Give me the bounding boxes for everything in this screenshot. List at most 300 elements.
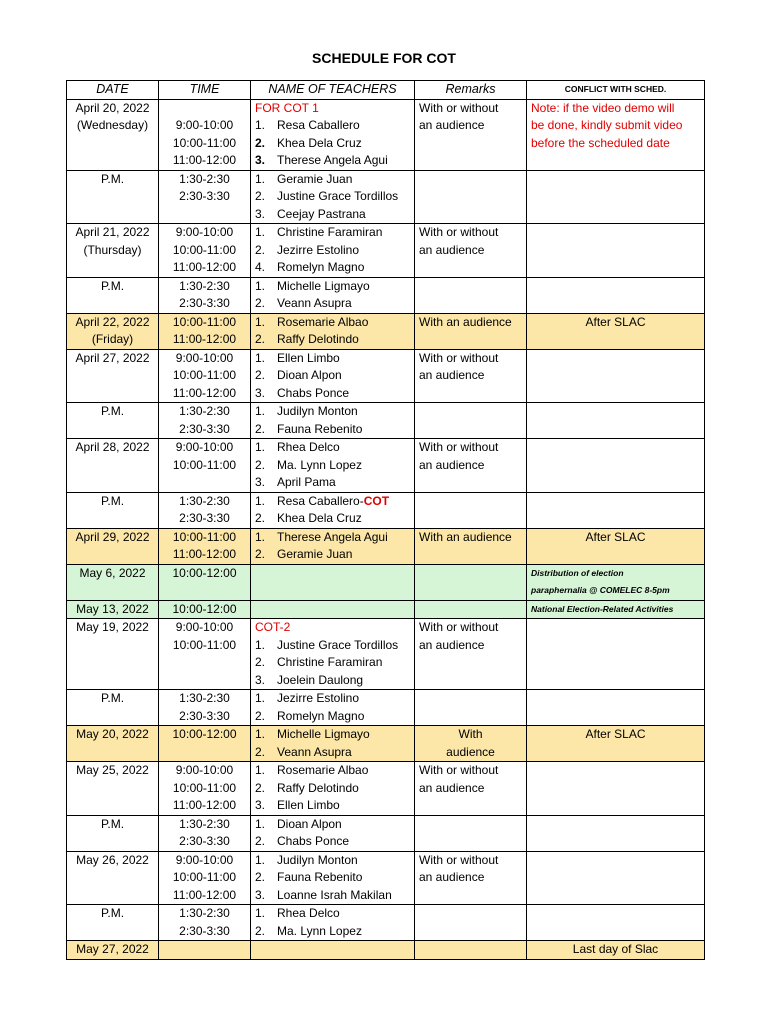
teacher-number: 2. xyxy=(255,457,266,472)
teacher-number: 2. xyxy=(255,655,266,669)
teacher-item xyxy=(255,188,410,206)
remarks-cell xyxy=(415,762,527,816)
teachers-cell xyxy=(251,99,415,170)
teacher-item xyxy=(255,852,410,870)
teacher-number: 3. xyxy=(255,672,266,687)
date-text: April 22, 2022 xyxy=(75,314,150,329)
time-slot: 1:30-2:30 xyxy=(179,171,230,186)
teachers-cell xyxy=(251,600,415,619)
date-text: P.M. xyxy=(100,493,125,508)
teachers-cell xyxy=(251,564,415,600)
teacher-item xyxy=(255,744,410,762)
teacher-item xyxy=(255,259,410,277)
time-cell xyxy=(159,492,251,528)
conflict-cell xyxy=(527,403,705,439)
teacher-number: 1. xyxy=(255,529,266,544)
teacher-name: Raffy Delotindo xyxy=(277,332,359,346)
time-slot: 10:00-11:00 xyxy=(172,314,237,329)
teachers-cell xyxy=(251,313,415,349)
teacher-name: Ceejay Pastrana xyxy=(277,206,366,221)
teacher-item xyxy=(255,314,410,332)
remarks-cell xyxy=(415,600,527,619)
teacher-number: 1. xyxy=(255,727,266,741)
remarks-cell xyxy=(415,528,527,564)
date-cell xyxy=(67,403,159,439)
remarks-text: With or without xyxy=(419,225,499,239)
table-row xyxy=(67,941,705,960)
remarks-cell xyxy=(415,619,527,690)
schedule-rows xyxy=(67,99,705,959)
teacher-number: 3. xyxy=(255,206,266,221)
time-slot: 9:00-10:00 xyxy=(175,225,234,239)
date-text: P.M. xyxy=(100,906,125,920)
time-cell xyxy=(159,99,251,170)
time-slot: 2:30-3:30 xyxy=(179,189,230,203)
teacher-item xyxy=(255,797,410,815)
teacher-number: 1. xyxy=(255,691,266,705)
teacher-number: 1. xyxy=(255,314,266,329)
time-slot: 10:00-11:00 xyxy=(172,780,237,795)
teacher-name: Judilyn Monton xyxy=(277,404,358,418)
date-cell xyxy=(67,762,159,816)
conflict-cell xyxy=(527,313,705,349)
table-header-row xyxy=(67,81,705,100)
teacher-item xyxy=(255,546,410,564)
time-slot: 2:30-3:30 xyxy=(179,296,230,310)
date-text: April 20, 2022 xyxy=(75,100,150,115)
table-row xyxy=(67,277,705,313)
remarks-text: an audience xyxy=(419,118,485,132)
conflict-cell xyxy=(527,224,705,278)
time-slot: 2:30-3:30 xyxy=(179,511,230,525)
teacher-item xyxy=(255,762,410,780)
table-row xyxy=(67,564,705,600)
teacher-item xyxy=(255,171,410,189)
time-slot: 9:00-10:00 xyxy=(175,763,234,777)
teacher-number: 1. xyxy=(255,493,266,508)
header-time: TIME xyxy=(159,81,251,100)
teacher-item xyxy=(255,367,410,385)
teacher-number: 2. xyxy=(255,242,266,257)
time-slot: 10:00-12:00 xyxy=(172,601,237,616)
date-text: (Thursday) xyxy=(83,242,142,257)
time-slot: 1:30-2:30 xyxy=(179,691,230,705)
date-cell xyxy=(67,439,159,493)
teacher-item xyxy=(255,510,410,528)
teacher-name: Justine Grace Tordillos xyxy=(277,189,399,203)
time-cell xyxy=(159,277,251,313)
teacher-name: Joelein Daulong xyxy=(277,672,364,687)
teacher-name: Raffy Delotindo xyxy=(277,780,359,795)
date-cell xyxy=(67,619,159,690)
time-slot: 1:30-2:30 xyxy=(179,278,230,293)
time-cell xyxy=(159,941,251,960)
date-text: May 6, 2022 xyxy=(79,565,146,580)
date-text: April 21, 2022 xyxy=(75,225,150,239)
teacher-number: 4. xyxy=(255,260,266,274)
teacher-name: Therese Angela Agui xyxy=(277,529,388,544)
date-text: P.M. xyxy=(100,691,125,705)
teacher-name: Romelyn Magno xyxy=(277,260,365,274)
teacher-number: 2. xyxy=(255,708,266,723)
time-cell xyxy=(159,815,251,851)
teacher-name: Rhea Delco xyxy=(277,906,340,920)
date-text: May 20, 2022 xyxy=(76,727,149,741)
conflict-cell xyxy=(527,492,705,528)
table-row xyxy=(67,528,705,564)
date-cell xyxy=(67,224,159,278)
time-slot: 11:00-12:00 xyxy=(172,547,237,561)
teacher-item xyxy=(255,690,410,708)
conflict-text: After SLAC xyxy=(585,529,646,544)
teacher-item xyxy=(255,637,410,655)
teacher-number: 2. xyxy=(255,923,266,938)
table-row xyxy=(67,349,705,403)
teacher-name: Rhea Delco xyxy=(277,440,340,454)
time-slot: 9:00-10:00 xyxy=(175,620,234,634)
remarks-text: an audience xyxy=(419,780,485,795)
time-cell xyxy=(159,726,251,762)
time-slot: 2:30-3:30 xyxy=(179,708,230,723)
remarks-text: an audience xyxy=(419,368,485,382)
time-slot: 10:00-11:00 xyxy=(172,870,237,884)
date-text: May 19, 2022 xyxy=(76,620,149,634)
teacher-name: Dioan Alpon xyxy=(277,368,342,382)
teachers-cell xyxy=(251,439,415,493)
cot-heading: FOR COT 1 xyxy=(255,100,319,115)
conflict-text: After SLAC xyxy=(585,314,646,329)
table-row xyxy=(67,762,705,816)
header-remarks: Remarks xyxy=(415,81,527,100)
date-cell xyxy=(67,905,159,941)
date-text: May 27, 2022 xyxy=(76,942,149,956)
teacher-name: Christine Faramiran xyxy=(277,225,383,239)
time-cell xyxy=(159,564,251,600)
remarks-text: With or without xyxy=(419,852,499,867)
teacher-item xyxy=(255,278,410,296)
teacher-name: Geramie Juan xyxy=(277,171,353,186)
remarks-text: an audience xyxy=(419,637,485,652)
time-slot: 10:00-12:00 xyxy=(172,565,237,580)
date-text: April 27, 2022 xyxy=(75,350,150,365)
remarks-text: an audience xyxy=(419,870,485,884)
teacher-number: 2. xyxy=(255,744,266,759)
date-text: P.M. xyxy=(100,404,125,418)
time-cell xyxy=(159,439,251,493)
teacher-number: 2. xyxy=(255,189,266,203)
remarks-text: With an audience xyxy=(419,314,512,329)
date-cell xyxy=(67,726,159,762)
date-cell xyxy=(67,170,159,224)
time-slot: 9:00-10:00 xyxy=(175,852,234,867)
teachers-cell xyxy=(251,762,415,816)
teacher-name: Michelle Ligmayo xyxy=(277,278,370,293)
remarks-cell xyxy=(415,564,527,600)
time-cell xyxy=(159,403,251,439)
conflict-cell xyxy=(527,170,705,224)
teacher-name: Ellen Limbo xyxy=(277,798,340,812)
time-cell xyxy=(159,313,251,349)
remarks-text: an audience xyxy=(419,457,485,472)
conflict-cell xyxy=(527,528,705,564)
remarks-cell xyxy=(415,941,527,960)
teacher-item xyxy=(255,493,410,511)
conflict-text: be done, kindly submit video xyxy=(531,118,683,132)
time-slot: 11:00-12:00 xyxy=(172,260,237,274)
teacher-number: 1. xyxy=(255,350,266,365)
date-text: P.M. xyxy=(100,171,125,186)
date-cell xyxy=(67,941,159,960)
cot-heading: COT-2 xyxy=(255,620,291,634)
teacher-item xyxy=(255,457,410,475)
conflict-cell xyxy=(527,726,705,762)
teacher-number: 2. xyxy=(255,332,266,346)
teacher-name: Fauna Rebenito xyxy=(277,870,363,884)
table-row xyxy=(67,313,705,349)
time-slot: 10:00-11:00 xyxy=(172,242,237,257)
teacher-number: 1. xyxy=(255,118,266,132)
conflict-cell xyxy=(527,277,705,313)
conflict-cell xyxy=(527,815,705,851)
date-cell xyxy=(67,99,159,170)
teacher-name: Chabs Ponce xyxy=(277,385,350,400)
table-row xyxy=(67,815,705,851)
teachers-cell xyxy=(251,619,415,690)
teacher-item xyxy=(255,923,410,941)
schedule-table xyxy=(66,80,705,960)
date-cell xyxy=(67,349,159,403)
table-row xyxy=(67,170,705,224)
remarks-cell xyxy=(415,690,527,726)
time-slot: 9:00-10:00 xyxy=(175,440,234,454)
teacher-number: 1. xyxy=(255,225,266,239)
time-slot: 2:30-3:30 xyxy=(179,834,230,848)
remarks-cell xyxy=(415,492,527,528)
time-slot: 2:30-3:30 xyxy=(179,923,230,938)
teacher-number: 1. xyxy=(255,404,266,418)
teacher-name: Resa Caballero xyxy=(277,118,360,132)
time-slot: 9:00-10:00 xyxy=(175,350,234,365)
teacher-name: Ma. Lynn Lopez xyxy=(277,923,362,938)
conflict-text: Distribution of election xyxy=(531,567,624,578)
remarks-cell xyxy=(415,224,527,278)
teacher-item xyxy=(255,439,410,457)
teacher-number: 2. xyxy=(255,780,266,795)
teacher-item xyxy=(255,474,410,492)
teacher-item xyxy=(255,833,410,851)
teacher-item xyxy=(255,242,410,260)
teacher-item xyxy=(255,224,410,242)
conflict-text: Note: if the video demo will xyxy=(531,100,675,115)
header-teachers: NAME OF TEACHERS xyxy=(251,81,415,100)
page-title: SCHEDULE FOR COT xyxy=(312,50,456,66)
teacher-number: 3. xyxy=(255,385,266,400)
teachers-cell xyxy=(251,815,415,851)
teacher-number: 1. xyxy=(255,278,266,293)
teacher-item xyxy=(255,726,410,744)
date-cell xyxy=(67,528,159,564)
date-text: (Friday) xyxy=(91,332,134,346)
teacher-name: Justine Grace Tordillos xyxy=(277,637,399,652)
time-slot: 11:00-12:00 xyxy=(172,385,237,400)
conflict-text: before the scheduled date xyxy=(531,135,670,150)
teacher-number: 3. xyxy=(255,153,266,167)
teacher-name: Judilyn Monton xyxy=(277,852,358,867)
header-date: DATE xyxy=(67,81,159,100)
cot-suffix: COT xyxy=(363,493,390,508)
teacher-item xyxy=(255,403,410,421)
teacher-item xyxy=(255,331,410,349)
teacher-number: 3. xyxy=(255,798,266,812)
conflict-cell xyxy=(527,941,705,960)
conflict-cell xyxy=(527,905,705,941)
date-cell xyxy=(67,277,159,313)
teacher-item xyxy=(255,385,410,403)
conflict-cell xyxy=(527,690,705,726)
time-cell xyxy=(159,349,251,403)
remarks-cell xyxy=(415,403,527,439)
remarks-cell xyxy=(415,170,527,224)
conflict-cell xyxy=(527,619,705,690)
teacher-item xyxy=(255,117,410,135)
teacher-name: Ma. Lynn Lopez xyxy=(277,457,362,472)
teacher-item xyxy=(255,295,410,313)
header-conflict: CONFLICT WITH SCHED. xyxy=(527,81,705,100)
teacher-name: Fauna Rebenito xyxy=(277,421,363,436)
time-cell xyxy=(159,762,251,816)
remarks-text: With or without xyxy=(419,620,499,634)
teacher-name: Veann Asupra xyxy=(277,296,352,310)
conflict-text: After SLAC xyxy=(585,727,646,741)
teacher-item xyxy=(255,780,410,798)
time-slot: 1:30-2:30 xyxy=(179,404,230,418)
teacher-name: Khea Dela Cruz xyxy=(277,511,362,525)
teacher-number: 3. xyxy=(255,475,266,489)
time-slot: 11:00-12:00 xyxy=(172,887,237,902)
remarks-text: With or without xyxy=(419,440,499,454)
table-row xyxy=(67,690,705,726)
remarks-cell xyxy=(415,313,527,349)
teacher-name: Veann Asupra xyxy=(277,744,352,759)
remarks-cell xyxy=(415,905,527,941)
teacher-name: Romelyn Magno xyxy=(277,708,365,723)
conflict-cell xyxy=(527,564,705,600)
teacher-item xyxy=(255,654,410,672)
remarks-text: an audience xyxy=(419,242,485,257)
teachers-cell xyxy=(251,941,415,960)
date-text: May 25, 2022 xyxy=(76,763,149,777)
teacher-item xyxy=(255,529,410,547)
teacher-name: Khea Dela Cruz xyxy=(277,135,362,150)
time-slot: 10:00-11:00 xyxy=(172,637,237,652)
teachers-cell xyxy=(251,726,415,762)
table-row xyxy=(67,619,705,690)
teacher-number: 2. xyxy=(255,296,266,310)
teacher-item xyxy=(255,672,410,690)
table-row xyxy=(67,492,705,528)
time-cell xyxy=(159,851,251,905)
time-cell xyxy=(159,528,251,564)
teacher-name: Therese Angela Agui xyxy=(277,153,388,167)
date-cell xyxy=(67,815,159,851)
remarks-cell xyxy=(415,439,527,493)
remarks-cell xyxy=(415,726,527,762)
teachers-cell xyxy=(251,170,415,224)
date-cell xyxy=(67,564,159,600)
teacher-name: Dioan Alpon xyxy=(277,816,342,831)
date-cell xyxy=(67,492,159,528)
teacher-item xyxy=(255,869,410,887)
teacher-name: Jezirre Estolino xyxy=(277,242,360,257)
teacher-item xyxy=(255,135,410,153)
teacher-item xyxy=(255,152,410,170)
teachers-cell xyxy=(251,851,415,905)
remarks-text: audience xyxy=(446,744,495,759)
teacher-name: Chabs Ponce xyxy=(277,834,350,848)
remarks-cell xyxy=(415,277,527,313)
remarks-cell xyxy=(415,99,527,170)
table-row xyxy=(67,439,705,493)
teacher-number: 1. xyxy=(255,816,266,831)
conflict-text: National Election-Related Activities xyxy=(531,603,674,614)
teacher-item xyxy=(255,905,410,923)
time-cell xyxy=(159,905,251,941)
date-text: P.M. xyxy=(100,278,125,293)
date-cell xyxy=(67,690,159,726)
date-cell xyxy=(67,313,159,349)
table-row xyxy=(67,905,705,941)
teacher-number: 1. xyxy=(255,763,266,777)
teacher-number: 1. xyxy=(255,906,266,920)
teacher-name: Resa Caballero- xyxy=(277,493,364,508)
conflict-text: Last day of Slac xyxy=(572,942,659,956)
remarks-cell xyxy=(415,815,527,851)
teacher-number: 3. xyxy=(255,887,266,902)
date-text: (Wednesday) xyxy=(76,118,149,132)
conflict-text: paraphernalia @ COMELEC 8-5pm xyxy=(531,585,670,595)
teacher-name: Ellen Limbo xyxy=(277,350,340,365)
time-slot: 10:00-12:00 xyxy=(172,727,237,741)
teachers-cell xyxy=(251,403,415,439)
teacher-number: 2. xyxy=(255,870,266,884)
conflict-cell xyxy=(527,600,705,619)
time-slot: 10:00-11:00 xyxy=(172,529,237,544)
time-slot: 1:30-2:30 xyxy=(179,906,230,920)
teachers-cell xyxy=(251,492,415,528)
time-cell xyxy=(159,619,251,690)
time-slot: 11:00-12:00 xyxy=(172,798,237,812)
teacher-number: 2. xyxy=(255,547,266,561)
teachers-cell xyxy=(251,905,415,941)
time-slot xyxy=(163,100,246,118)
teacher-name: Loanne Israh Makilan xyxy=(277,887,392,902)
table-row xyxy=(67,403,705,439)
teacher-item xyxy=(255,206,410,224)
time-cell xyxy=(159,170,251,224)
teacher-name: Rosemarie Albao xyxy=(277,314,369,329)
date-cell xyxy=(67,600,159,619)
time-slot: 9:00-10:00 xyxy=(175,118,234,132)
teacher-name: April Pama xyxy=(277,475,336,489)
teacher-number: 2. xyxy=(255,834,266,848)
table-row xyxy=(67,600,705,619)
time-slot: 11:00-12:00 xyxy=(172,153,237,167)
conflict-cell xyxy=(527,851,705,905)
teacher-number: 2. xyxy=(255,368,266,382)
teacher-number: 1. xyxy=(255,171,266,186)
teacher-item xyxy=(255,887,410,905)
remarks-text: With or without xyxy=(419,763,499,777)
